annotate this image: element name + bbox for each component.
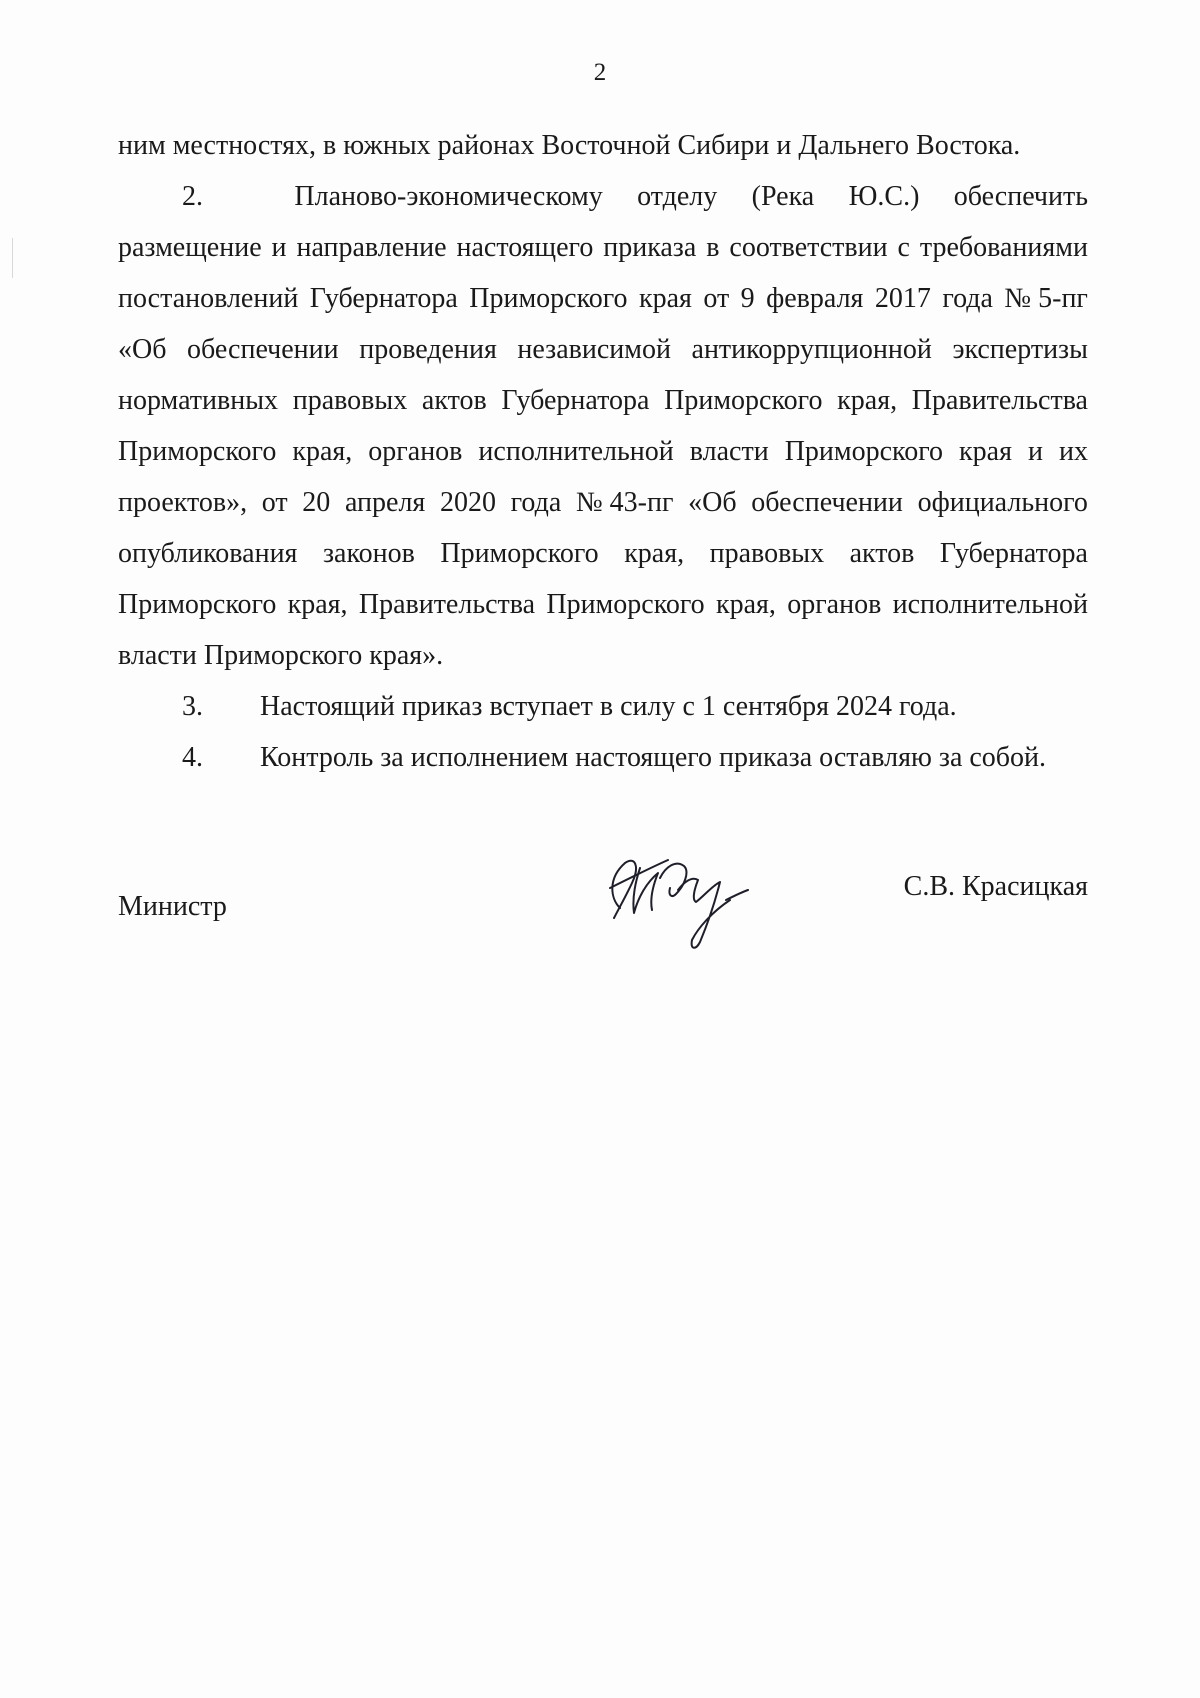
word: края,	[624, 538, 685, 569]
item-number: 3.	[182, 691, 203, 722]
word: проектов»,	[118, 487, 248, 518]
signature-block	[118, 870, 1088, 990]
word: проведения	[359, 334, 497, 365]
word: края,	[715, 589, 776, 620]
list-item-4	[118, 732, 1088, 783]
word: Приморского	[118, 589, 277, 620]
word: Губернатора	[309, 283, 458, 314]
word: от	[703, 283, 730, 314]
word: года	[942, 283, 993, 314]
page-number: 2	[593, 59, 607, 86]
word: от	[261, 487, 288, 518]
word: независимой	[517, 334, 671, 365]
word: 20	[302, 487, 331, 518]
signer-name: С.В. Красицкая	[903, 871, 1088, 902]
item-2-line	[118, 273, 1088, 324]
item-2-first-line	[118, 171, 1088, 222]
word: 2020	[439, 487, 496, 518]
word: обеспечении	[187, 334, 339, 365]
item-text: Контроль за исполнением настоящего приказа оставляю за собой.	[260, 742, 1047, 773]
word: 2017	[874, 283, 931, 314]
word: года	[510, 487, 562, 518]
word: Правительства	[911, 385, 1088, 416]
word: края,	[837, 385, 898, 416]
document-body	[118, 120, 1088, 783]
word: с	[897, 232, 910, 263]
word: соответствии	[729, 232, 888, 263]
word: опубликования	[118, 538, 298, 569]
word: Приморского	[118, 436, 277, 467]
word: законов	[322, 538, 415, 569]
word: 9	[740, 283, 755, 314]
scan-artifact	[12, 238, 13, 278]
word: края	[959, 436, 1012, 467]
word: Приморского	[469, 283, 628, 314]
word: правовых	[292, 385, 408, 416]
word: их	[1058, 436, 1088, 467]
item-2-line	[118, 579, 1088, 630]
word: обеспечить	[953, 181, 1088, 212]
item-2-line	[118, 477, 1088, 528]
word: Приморского	[440, 538, 599, 569]
item-2-line	[118, 324, 1088, 375]
word: Приморского	[546, 589, 705, 620]
word: правовых	[709, 538, 825, 569]
item-2-line	[118, 222, 1088, 273]
word: № 5-пг	[1004, 283, 1088, 314]
item-2-last-line: власти Приморского края».	[118, 640, 444, 671]
word: направление	[296, 232, 447, 263]
word: в	[706, 232, 720, 263]
item-number: 4.	[182, 742, 203, 773]
word: края,	[287, 589, 348, 620]
word: и	[1027, 436, 1043, 467]
item-text: Настоящий приказ вступает в силу с 1 сентября 2024 года.	[260, 691, 957, 722]
word: и	[271, 232, 287, 263]
word: требованиями	[919, 232, 1088, 263]
word: приказа	[603, 232, 697, 263]
word: исполнительной	[892, 589, 1088, 620]
word: нормативных	[118, 385, 279, 416]
word: антикоррупционной	[691, 334, 932, 365]
word: обеспечении	[751, 487, 903, 518]
word: февраля	[766, 283, 864, 314]
item-2-line	[118, 375, 1088, 426]
word: края	[639, 283, 692, 314]
word: края,	[292, 436, 353, 467]
word: официального	[917, 487, 1088, 518]
word: настоящего	[456, 232, 594, 263]
word: постановлений	[118, 283, 299, 314]
signer-position: Министр	[118, 891, 227, 922]
word: Ю.С.)	[848, 181, 920, 212]
word: органов	[787, 589, 882, 620]
word: № 43-пг	[575, 487, 674, 518]
word: Правительства	[358, 589, 536, 620]
list-item-3	[118, 681, 1088, 732]
word: экспертизы	[952, 334, 1088, 365]
word: апреля	[344, 487, 426, 518]
word: отделу	[637, 181, 718, 212]
word: «Об	[118, 334, 167, 365]
word: Приморского	[784, 436, 944, 467]
word: власти	[689, 436, 769, 467]
continuation-line: ним местностях, в южных районах Восточной Сибири и Дальнего Востока.	[118, 130, 1021, 161]
item-2-body	[118, 222, 1088, 630]
word: Планово-экономическому	[294, 181, 603, 212]
list-item-2	[118, 171, 1088, 681]
word: Приморского	[664, 385, 823, 416]
word: размещение	[118, 232, 262, 263]
word: актов	[421, 385, 487, 416]
item-2-line	[118, 528, 1088, 579]
item-2-line	[118, 426, 1088, 477]
word: исполнительной	[478, 436, 674, 467]
word: Губернатора	[501, 385, 650, 416]
item-number: 2.	[182, 181, 203, 212]
word: актов	[849, 538, 915, 569]
word: «Об	[688, 487, 737, 518]
word: Губернатора	[939, 538, 1088, 569]
word: органов	[368, 436, 463, 467]
handwritten-signature	[580, 838, 760, 968]
word: (Река	[751, 181, 815, 212]
